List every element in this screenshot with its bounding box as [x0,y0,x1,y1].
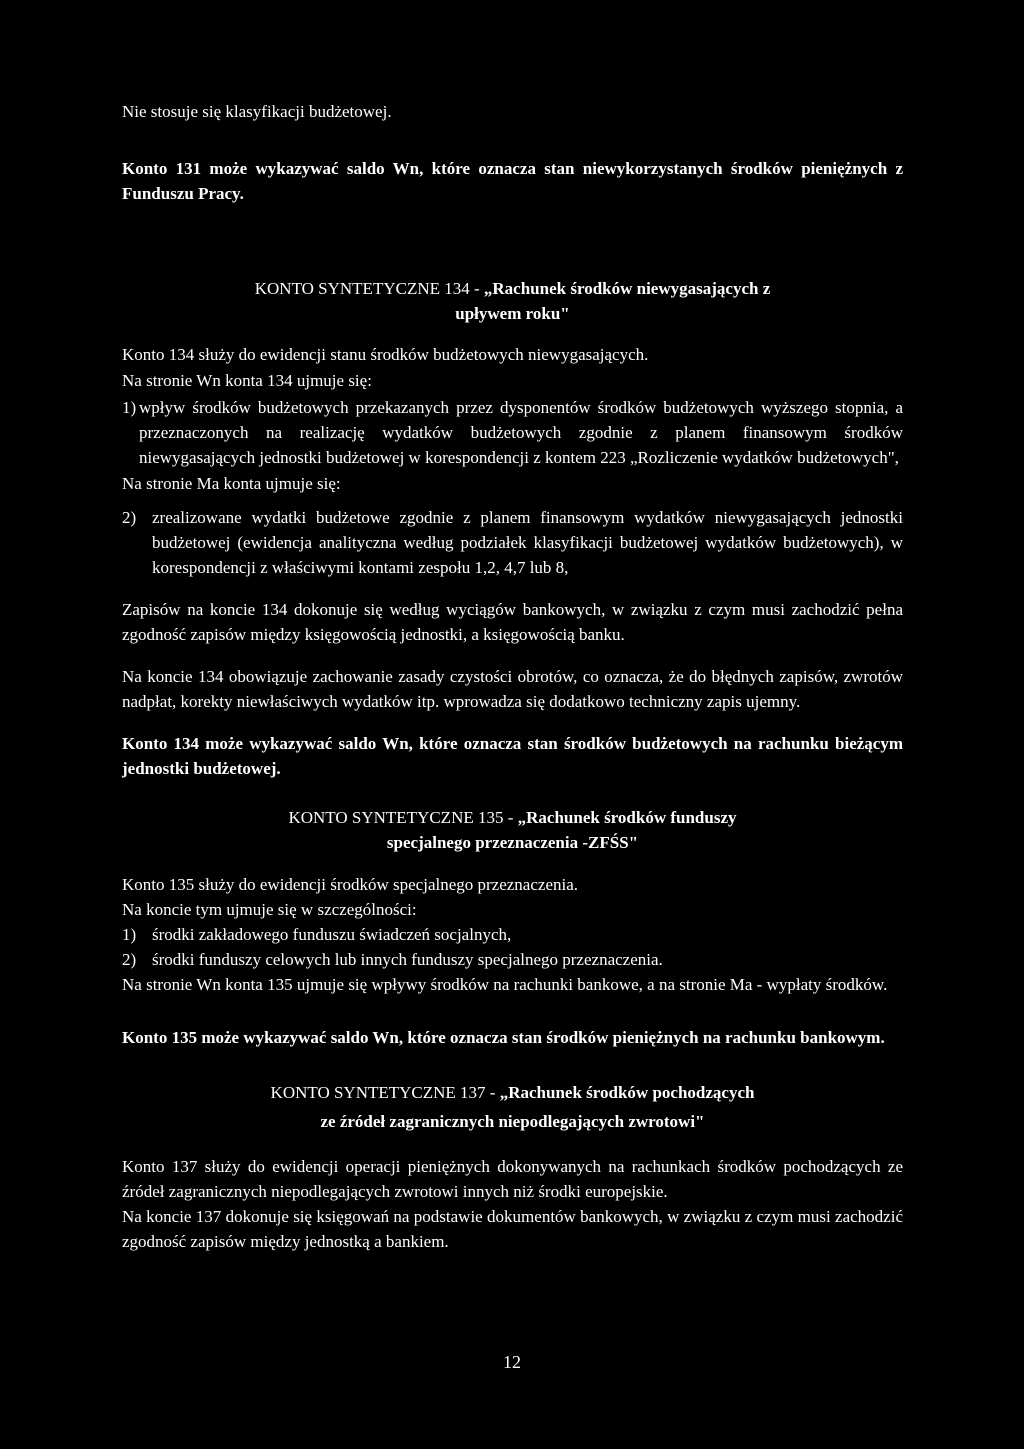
konto-137-heading-line2: ze źródeł zagranicznych niepodlegających zwrotowi" [320,1112,705,1131]
list-text: wpływ środków budżetowych przekazanych przez dysponentów środków budżetowych wyższego stopnia, a przeznaczonych na realizację wydatków budżetowych zgodnie z planem finansowym środków niewygasających jednostki budżetowej w korespondencji z kontem 223 „Rozliczenie wydatków budżetowych", [139,398,903,467]
konto-135-purpose: Konto 135 służy do ewidencji środków specjalnego przeznaczenia. [122,875,579,894]
intro-note: Nie stosuje się klasyfikacji budżetowej. [122,102,392,121]
page-number: 12 [503,1352,521,1372]
konto-134-heading-line2: upływem roku" [455,304,570,323]
heading-account-number: KONTO SYNTETYCZNE 135 - [288,808,518,827]
list-text: środki zakładowego funduszu świadczeń socjalnych, [152,925,512,944]
konto-137-ksiegowania: Na koncie 137 dokonuje się księgowań na podstawie dokumentów bankowych, w związku z czym musi zachodzić zgodność zapisów między jednostką a bankiem. [122,1207,903,1251]
heading-account-title: „Rachunek środków pochodzących [499,1083,755,1102]
list-number: 2) [122,950,137,969]
list-number: 1) [122,398,137,417]
konto-134-purpose: Konto 134 służy do ewidencji stanu środków budżetowych niewygasających. [122,345,649,364]
heading-account-title: „Rachunek środków niewygasających z [483,279,771,298]
konto-134-saldo: Konto 134 może wykazywać saldo Wn, które oznacza stan środków budżetowych na rachunku bieżącym jednostki budżetowej. [122,734,903,778]
heading-account-number: KONTO SYNTETYCZNE 137 - [270,1083,500,1102]
konto-135-saldo: Konto 135 może wykazywać saldo Wn, które oznacza stan środków pieniężnych na rachunku bankowym. [122,1028,885,1047]
konto-134-heading-prefix [255,279,771,298]
konto-137-heading-line1 [122,1080,903,1105]
konto-135-heading-line2: specjalnego przeznaczenia -ZFŚS" [386,833,639,852]
konto-135-item-2 [122,947,903,972]
konto-137-purpose: Konto 137 służy do ewidencji operacji pieniężnych dokonywanych na rachunkach środków pochodzących ze źródeł zagranicznych niepodlegających zwrotowi innych niż środki europejskie. [122,1157,903,1201]
list-text: zrealizowane wydatki budżetowe zgodnie z planem finansowym wydatków niewygasających jednostki budżetowej (ewidencja analityczna według podziałek klasyfikacji budżetowej wydatków budżetowych), w korespondencji z właściwymi kontami zespołu 1,2, 4,7 lub 8, [152,508,903,577]
konto-134-zapisy: Zapisów na koncie 134 dokonuje się według wyciągów bankowych, w związku z czym musi zachodzić pełna zgodność zapisów między księgowością jednostki, a księgowością banku. [122,600,903,644]
konto-134-czystosc: Na koncie 134 obowiązuje zachowanie zasady czystości obrotów, co oznacza, że do błędnych zapisów, zwrotów nadpłat, korekty niewłaściwych wydatków itp. wprowadza się dodatkowo techniczny zapis ujemny. [122,667,903,711]
konto-134-wn-item [122,395,903,470]
konto-134-wn-intro: Na stronie Wn konta 134 ujmuje się: [122,371,372,390]
list-number: 2) [122,508,137,527]
konto-135-heading [122,805,903,855]
konto-134-ma-item [122,505,903,580]
konto-137-heading [122,1080,903,1134]
konto-135-ujmuje: Na koncie tym ujmuje się w szczególności: [122,900,417,919]
document-page [122,99,903,1254]
konto-135-heading-line1 [122,805,903,830]
saldo-131-statement: Konto 131 może wykazywać saldo Wn, które oznacza stan niewykorzystanych środków pieniężnych z Funduszu Pracy. [122,159,903,203]
konto-135-wn-ma: Na stronie Wn konta 135 ujmuje się wpływy środków na rachunki bankowe, a na stronie Ma - wypłaty środków. [122,975,888,994]
list-text: środki funduszy celowych lub innych funduszy specjalnego przeznaczenia. [152,950,663,969]
list-number: 1) [122,925,137,944]
konto-134-ma-intro: Na stronie Ma konta ujmuje się: [122,474,341,493]
konto-135-item-1 [122,922,903,947]
heading-account-title: „Rachunek środków funduszy [517,808,737,827]
heading-account-number: KONTO SYNTETYCZNE 134 - [254,279,484,298]
konto-134-heading [122,276,903,326]
